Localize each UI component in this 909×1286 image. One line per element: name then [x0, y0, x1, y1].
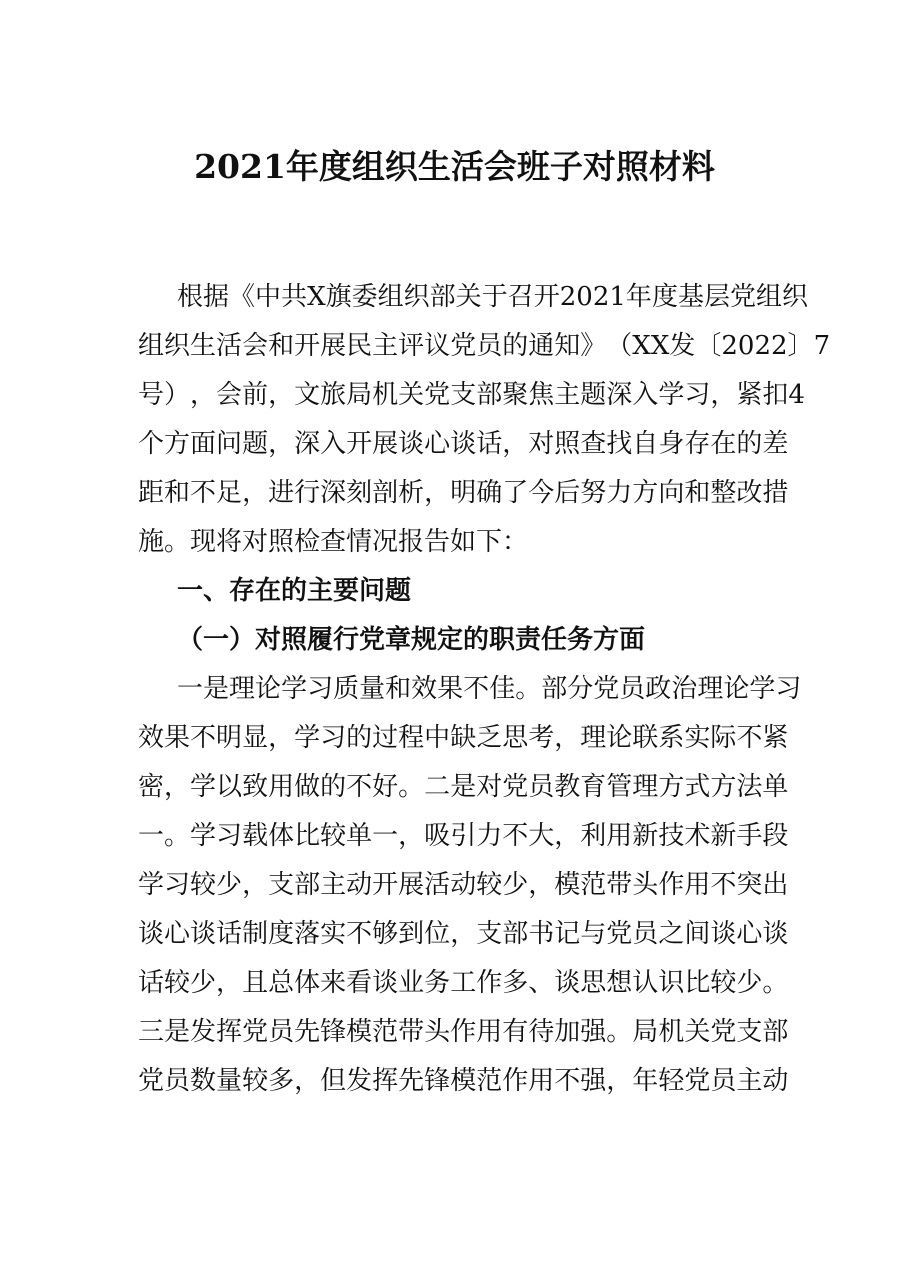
section-line-7: 话 较 少 ， 且 总 体 来 看 谈 业 务 工 作 多 、 谈 思 想 认 识 比 较 少 。 [138, 968, 789, 998]
section-line-4: 一 。 学 习 载 体 比 较 单 一 ， 吸 引 力 不 大 ， 利 用 新 技 术 新 手 段 [138, 821, 789, 851]
section-line-8: 三 是 发 挥 党 员 先 锋 模 范 带 头 作 用 有 待 加 强 。 局 机 关 党 支 部 [138, 1017, 789, 1047]
section-line-3: 密 ， 学 以 致 用 做 的 不 好 。 二 是 对 党 员 教 育 管 理 方 式 方 法 单 [138, 772, 789, 802]
document-body [138, 273, 831, 1106]
section-line-2: 效 果 不 明 显 ， 学 习 的 过 程 中 缺 乏 思 考 ， 理 论 联 系 实 际 不 紧 [138, 723, 789, 753]
intro-line-1: 根 据 《 中 共 X 旗 委 组 织 部 关 于 召 开 2 0 2 1 年 度 基 层 党 组 织 [177, 282, 809, 312]
intro-line-5: 距 和 不 足 ， 进 行 深 刻 剖 析 ， 明 确 了 今 后 努 力 方 向 和 整 改 措 [138, 478, 789, 508]
document-title: 2021年度组织生活会班子对照材料 [194, 147, 715, 186]
section-heading-2: （一）对照履行党章规定的职责任务方面 [177, 625, 646, 655]
section-heading-1: 一、存在的主要问题 [177, 576, 412, 606]
section-line-5: 学 习 较 少 ， 支 部 主 动 开 展 活 动 较 少 ， 模 范 带 头 作 用 不 突 出 [138, 870, 789, 900]
intro-line-6: 施。现将对照检查情况报告如下： [138, 527, 529, 557]
section-line-9: 党 员 数 量 较 多 ， 但 发 挥 先 锋 模 范 作 用 不 强 ， 年 轻 党 员 主 动 [138, 1066, 789, 1096]
intro-line-3: 号 ） ， 会 前 ， 文 旅 局 机 关 党 支 部 聚 焦 主 题 深 入 学 习 ， 紧 扣 4 [138, 380, 805, 410]
section-line-1: 一 是 理 论 学 习 质 量 和 效 果 不 佳 。 部 分 党 员 政 治 理 论 学 习 [177, 674, 802, 704]
section-line-6: 谈 心 谈 话 制 度 落 实 不 够 到 位 ， 支 部 书 记 与 党 员 之 间 谈 心 谈 [138, 919, 789, 949]
intro-line-4: 个 方 面 问 题 ， 深 入 开 展 谈 心 谈 话 ， 对 照 查 找 自 身 存 在 的 差 [138, 429, 789, 459]
intro-line-2: 组 织 生 活 会 和 开 展 民 主 评 议 党 员 的 通 知 》 （ X X 发 〔 2 0 2 2 〕 7 [138, 331, 831, 361]
